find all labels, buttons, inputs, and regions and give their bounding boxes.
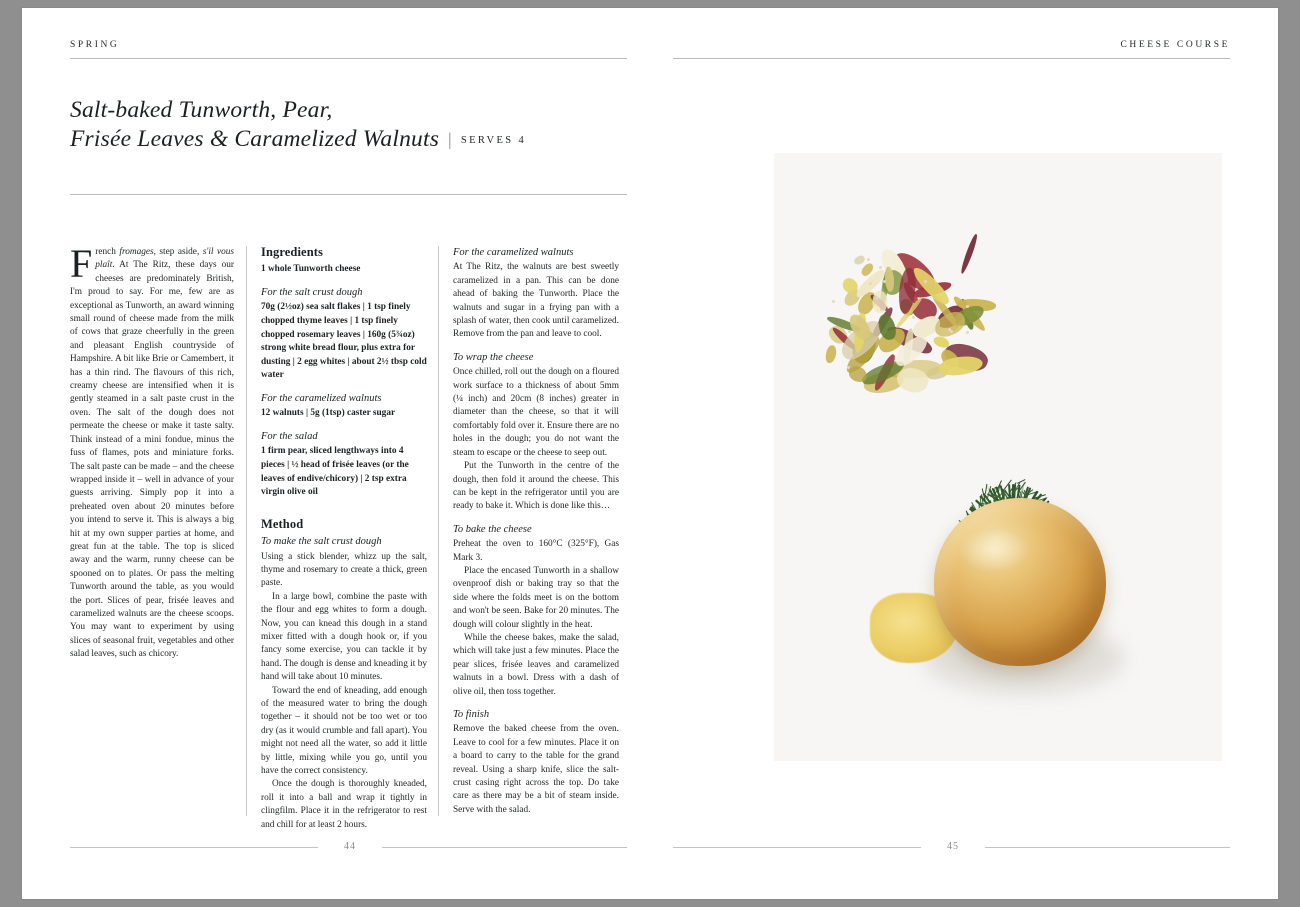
right-page (650, 8, 1278, 899)
headnote-italic-1: fromages (119, 247, 154, 257)
method-paragraph-1-0: At The Ritz, the walnuts are best sweetly caramelized in a pan. This can be done ahead of baking the Tunworth. Place the walnuts and sugar in a frying pan with a splash of water, then cook until caramelized. Remove from the pan and leave to cool. (453, 262, 619, 340)
folio-left (70, 841, 627, 855)
ingredient-group-text-1: 12 walnuts | 5g (1tsp) caster sugar (261, 408, 396, 419)
salt-baked-cheese (934, 498, 1106, 666)
method-paragraph-3-1: Place the encased Tunworth in a shallow ovenproof dish or baking tray so that the side where the folds meet is on the bottom and won't be seen. Bake for 20 minutes. The dough will colour slightly in the heat. (453, 565, 619, 630)
column-divider-1 (246, 246, 247, 816)
salad-crumb (924, 280, 927, 283)
method-subhead-1: For the caramelized walnuts (453, 247, 574, 258)
salad-crumb (883, 280, 886, 283)
salad-crumb (875, 297, 878, 300)
salad-cluster (824, 249, 984, 399)
folio-number-left: 44 (344, 841, 356, 852)
salad-crumb (966, 331, 969, 334)
column-method-continued (453, 246, 619, 817)
headnote-text-2: , step aside, (153, 247, 203, 257)
ingredients-heading: Ingredients (261, 245, 323, 259)
text-columns (70, 241, 630, 830)
method-paragraph-2-1: Put the Tunworth in the centre of the dough, then fold it around the cheese. This can be kept in the refrigerator until you are ready to bake it. Which is done like this… (453, 461, 619, 512)
running-head-rule-right (673, 58, 1230, 59)
ingredient-group-subhead-1: For the caramelized walnuts (261, 392, 382, 404)
title-rule (70, 194, 627, 195)
headnote-text-1: rench (95, 247, 120, 257)
folio-rule-left-a (70, 847, 318, 848)
running-head-left: SPRING (70, 40, 120, 50)
running-head-right: CHEESE COURSE (1120, 40, 1230, 50)
recipe-title-line-1: Salt-baked Tunworth, Pear, (70, 97, 333, 123)
serves-divider: | (448, 129, 452, 149)
folio-rule-right-a (673, 847, 921, 848)
method-paragraph-0-1: In a large bowl, combine the paste with the flour and egg whites to form a dough. Now, you can knead this dough in a stand mixer fitted with a dough hook or, if you fancy some exercise, you can tackle it by hand. The dough is dense and kneading it by hand will take about 10 minutes. (261, 591, 427, 683)
folio-right (673, 841, 1230, 855)
ingredients-lead: 1 whole Tunworth cheese (261, 264, 361, 275)
book-spread (22, 8, 1278, 899)
recipe-photograph (774, 153, 1222, 761)
headnote-paragraph (70, 241, 234, 662)
method-subhead-0: To make the salt crust dough (261, 536, 382, 548)
recipe-title-block (70, 96, 630, 158)
headnote-italic-2: s'il vous plaît (95, 247, 234, 271)
salad-leaf (847, 364, 868, 383)
salad-leaf (825, 345, 837, 364)
method-subhead-2: To wrap the cheese (453, 351, 534, 363)
method-heading: Method (261, 516, 304, 531)
method-subhead-3: To bake the cheese (453, 523, 532, 535)
method-paragraph-2-0: Once chilled, roll out the dough on a floured work surface to a thickness of about 5mm (¼ inch) and 20cm (8 inches) greater in diameter than the cheese, so that it will comfortably fold over it. Ensure there are no holes in the dough; you do not want the steam to escape or the cheese to seep out. (453, 367, 619, 458)
method-paragraph-4-0: Remove the baked cheese from the oven. Leave to cool for a few minutes. Place it on a board to carry to the table for the grand reveal. Using a sharp knife, slice the salt-crust casing right across the top. Do take care as there may be a bit of steam inside. Serve with the salad. (453, 724, 619, 815)
method-subhead-4: To finish (453, 709, 490, 720)
left-page (22, 8, 650, 899)
column-headnote (70, 241, 234, 662)
method-paragraph-0-2: Toward the end of kneading, add enough of the measured water to bring the dough together – it should not be too wet or too dry (as it would crumble and fall apart). You might not need all the water, so add it little by little, mixing while you go, until you have the correct consistency. (261, 685, 427, 777)
column-ingredients-method (261, 246, 427, 832)
salad-leaf (876, 312, 897, 341)
folio-rule-right-b (985, 847, 1230, 848)
ingredient-group-subhead-0: For the salt crust dough (261, 287, 363, 298)
ingredient-group-text-2: 1 firm pear, sliced lengthways into 4 pieces | ½ head of frisée leaves (or the leaves of endive/chicory) | 2 tsp extra virgin olive oil (261, 446, 409, 498)
folio-rule-left-b (382, 847, 627, 848)
salad-crumb (879, 266, 882, 269)
serves-label: SERVES 4 (460, 135, 527, 146)
method-paragraph-3-0: Preheat the oven to 160°C (325°F), Gas Mark 3. (453, 539, 619, 563)
running-head-rule-left (70, 58, 627, 59)
ingredient-group-subhead-2: For the salad (261, 430, 318, 442)
method-paragraph-3-2: While the cheese bakes, make the salad, which will take just a few minutes. Place the pear slices, frisée leaves and caramelized walnuts in a bowl. Dress with a dash of olive oil, then toss together. (453, 632, 620, 697)
recipe-title-line-2: Frisée Leaves & Caramelized Walnuts (70, 126, 440, 152)
column-divider-2 (438, 246, 439, 816)
method-paragraph-0-0: Using a stick blender, whizz up the salt, thyme and rosemary to create a thick, green paste. (261, 551, 427, 589)
salad-crumb (867, 258, 870, 261)
salad-crumb (832, 300, 835, 303)
ingredient-group-text-0: 70g (2½oz) sea salt flakes | 1 tsp finely chopped thyme leaves | 1 tsp finely chopped rosemary leaves | 160g (5¾oz) strong white bread flour, plus extra for dusting | 2 egg whites | about 2½ tbsp cold water (261, 302, 427, 381)
recipe-title-line-2-wrap (70, 125, 630, 158)
drop-cap: F (70, 241, 93, 286)
method-paragraph-0-3: Once the dough is thoroughly kneaded, roll it into a ball and wrap it tightly in clingfilm. Place it in the refrigerator to rest and chill for at least 2 hours. (261, 779, 427, 830)
headnote-text-3: . At The Ritz, these days our cheeses are predominately British, I'm proud to say. For me, few are as exceptional as Tunworth, an award winning small round of cheese made from the milk of cows that graze cheerfully in the green and pleasant English countryside of Hampshire. A bit like Brie or Camembert, it has a thin rind. The flavours of this rich, creamy cheese are intensified when it is gently steamed in a salt paste crust in the oven. The salt of the dough does not permeate the cheese or make it taste salty. Think instead of a mini fondue, minus the fuss of flames, pots and miniature forks. The salt paste can be made – and the cheese wrapped inside it – well in advance of your guests arriving. Simply pop it into a preheated oven about 20 minutes before you intend to serve it. This is always a big hit at my own supper parties at home, and great fun at the table. The top is sliced away and the warm, runny cheese can be spooned on to plates. Or pass the melting Tunworth around the table, as you would the port. Slices of pear, frisée leaves and caramelized walnuts are the cheese scoops. You may want to experiment by using slices of seasonal fruit, vegetables and other salad leaves, such as chicory. (70, 260, 234, 660)
folio-number-right: 45 (947, 841, 959, 852)
salad-leaf (959, 233, 979, 274)
salad-crumb (948, 328, 951, 331)
